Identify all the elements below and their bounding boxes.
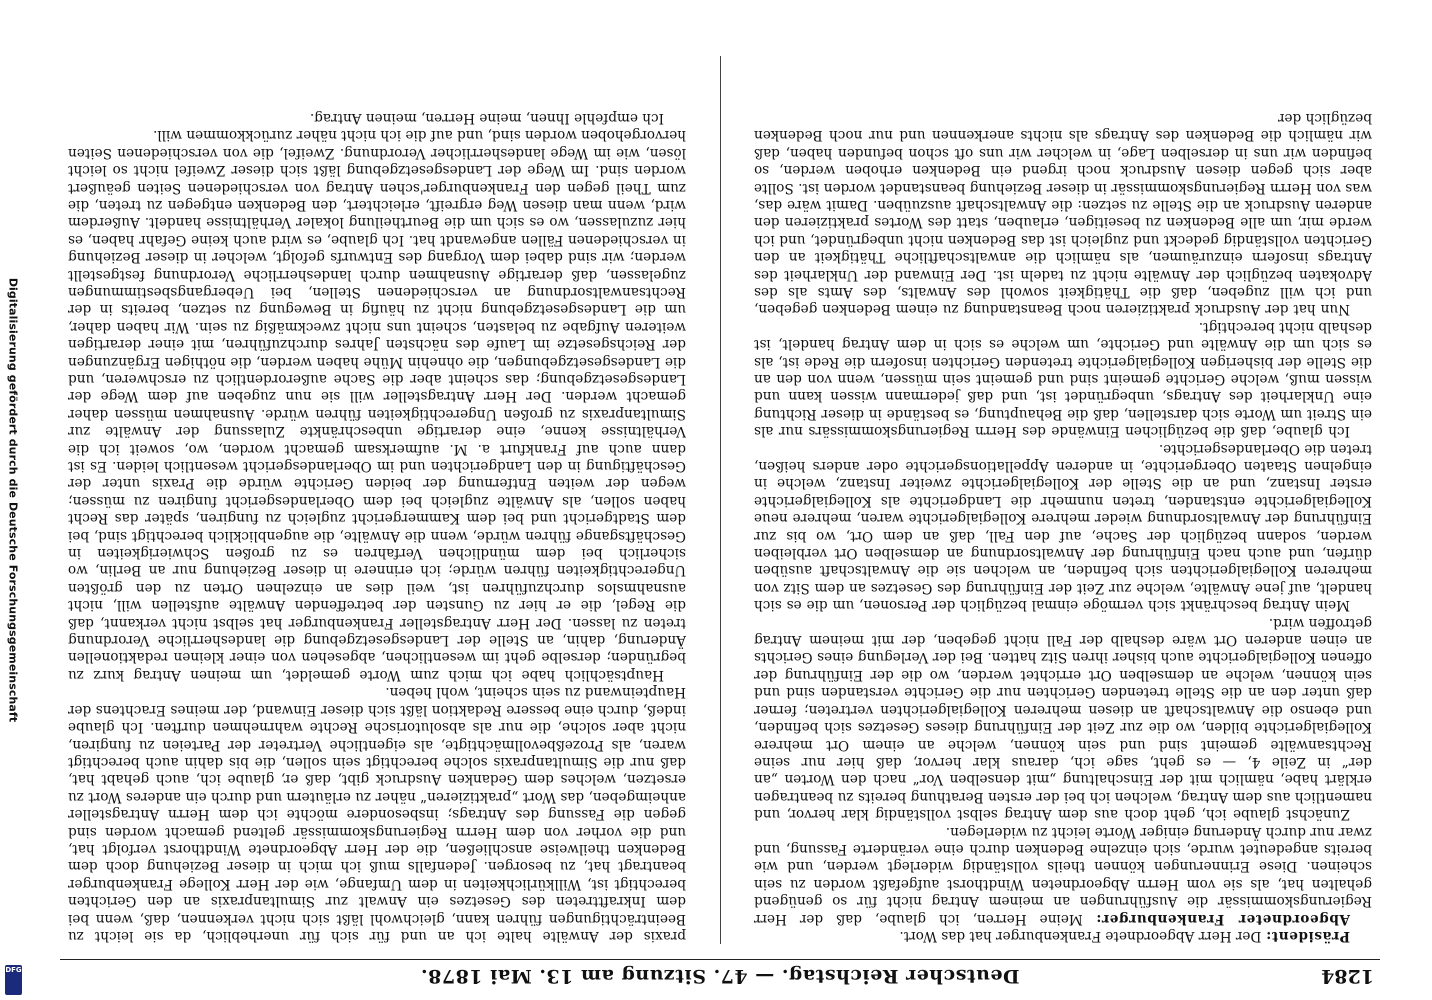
paragraph-text: Mein Antrag beschränkt sich vermöge einmal bezüglich der Personen, um die es sich handelt, auf jene Anwälte, welche zur Zeit der Einführung des Gesetzes an dem Sitz von mehreren Kollegialgerichten sich befinden, an welchen sie die Anwaltschaft ausüben dürfen, und auch nach Einführung der Anwaltsordnung an demselben Ort verbleiben werden, sodann bezüglich der Sache, auf den Fall, daß an dem Ort, wo bis zur Einführung der Anwaltsordnung wieder mehrere Kollegialgerichte waren, mehrere neue Kollegialgerichte entstanden, treten nunmehr die Landgerichte als Kollegialgerichte erster Instanz, und an die Stelle der Kollegialgerichte zweiter Instanz, welche in eingelnen Staaten Obergerichte, in anderen Appellationsgerichte oder anders heißen, treten die Oberlandesgerichte. (754, 440, 1372, 614)
page-header (60, 959, 1380, 990)
speaker-name: Abgeordneter Frankenburger: (1095, 910, 1350, 927)
paragraph (754, 317, 1372, 439)
page-title: Deutscher Reichstag. — 47. Sitzung am 13. Mai 1878. (420, 965, 1020, 987)
column-divider (720, 56, 721, 944)
paragraph-text: praxis der Anwälte halte ich an und für sich für unerheblich, da sie leicht zu Beeinträchtigungen führen kann, gleichwohl läßt sich nicht verkennen, daß, wenn bei dem Inkrafttreten des Gesetzes ein Anwalt zur Simultanpraxis an den Gerichten berechtigt ist, Willkürlichkeiten in dem Umfange, wie der Herr Kollege Frankenburger beantragt hat, zu besorgen. Jedenfalls muß ich mich in dieser Beziehung doch dem Bedenken theilweise anschließen, die der Herr Abgeordnete Windthorst verfolgt hat, und die vorher von dem Herrn Regierungskommissär geltend gemacht worden sind gegen die Fassung des Antrags; insbesondere möchte ich dem Herrn Antragsteller anheimgeben, das Wort „praktizieren“ näher zu erläutern und durch ein anderes Wort zu ersetzen, welches dem Gedanken Ausdruck gibt, daß er, glaube ich, auch gehabt hat, daß nur die Simultanpraxis solche berechtigt sein sollen, die bis dahin auch berechtigt waren, als Prozeßbevollmächtigte, als eigentliche Vertreter der Parteien zu fungiren, nicht aber solche, die nur als absolutorische Rechte wahrnehmen durften. Ich glaube indeß, durch eine bessere Redaktion läßt sich dieser Einwand, der meines Erachtens der Haupteinwand zu sein scheint, wohl heben. (68, 684, 686, 944)
dfg-strip (0, 0, 26, 1000)
left-column (754, 54, 1372, 944)
digitization-note: Digitalisierung gefördert durch die Deutsche Forschungsgemeinschaft (6, 277, 20, 723)
dfg-logo-text: DFG (5, 966, 22, 974)
paragraph (68, 126, 686, 683)
right-column (68, 54, 686, 944)
speaker-name: Präsident: (1265, 928, 1350, 944)
paragraph-text: Meine Herren, ich glaube, daß der Herr Regierungskommissär die Ausführungen an meinem Antrag nicht für so genügend gehalten hat, als sie vom Herrn Abgeordneten Windthorst aufgefaßt worden zu sein scheinen. Diese Erinnerungen können theils vollständig widerlegt werden, und wie bereits angedeutet wurde, sich einzelne Bedenken durch eine veränderte Fassung, und zwar nur durch Änderung einiger Worte leicht zu widerlegen. (754, 823, 1372, 927)
paragraph (68, 683, 686, 944)
paragraph-text: Ich glaube, daß die bezüglichen Einwände des Herrn Regierungskommissärs nur als ein Streit um Worte sich darstellen, daß die Behauptung, es bestände in dieser Richtung eine Unklarheit des Antrags, unbegründet ist, und daß jedermann wissen kann und wissen muß, welche Gerichte gemeint sind und gemeint sein müssen, wenn von den an die Stelle der bisherigen Kollegialgerichte tretenden Gerichten insofern die Rede ist, als es sich um die Anwälte und Gerichte, um welche es sich in dem Antrag handelt, ist deshalb nicht berechtigt. (754, 318, 1372, 440)
paragraph-text: Zunächst glaube ich, geht doch aus dem Antrag selbst vollständig klar hervor, und namentlich aus dem Antrag, welchen ich bei der ersten Berathung bereits zu beantragen erklärt habe, nämlich mit der Einschaltung „mit denselben Vor“ nach den Worten „an der“ in Zeile 4, — es geht, sage ich, daraus klar hervor, daß hier nur seine Rechtsanwälte gemeint sind und sein können, welche an einem Ort mehrere Kollegialgerichte bilden, wo die zur Zeit der Einführung dieses Gesetzes sich befinden, und ebenso die Anwaltschaft an diesen mehreren Kollegialgerichten vertreten; ferner daß unter den an die Stelle tretenden Gerichten nur die Gerichte verstanden sind und sein können, welche an demselben Ort errichtet werden, wo die der Einführung der offenen Kollegialgerichte auch bisher ihren Sitz hatten. Bei der Verlegung eines Gerichts an einen anderen Ort wäre deshalb der Fall nicht gegeben, der mit meinem Antrag getroffen wird. (754, 614, 1372, 823)
paragraph-text: Nun hat der Ausdruck praktizieren noch Beanstandung zu einem Bedenken gegeben, und ich will zugeben, daß die Thätigkeit sowohl des Anwalts, des Amts als des Advokaten bezüglich der Anwälte nicht zu tadeln ist. Der Einwand der Unklarheit des Antrags insofern einzuräumen, als nämlich die anwaltschaftliche Thätigkeit an den Gerichten vollständig gedeckt und zugleich ist das Bedenken nicht unbegründet, und ich werde mir, um alle Bedenken zu beseitigen, erlauben, statt des Wortes praktizieren den anderen Ausdruck an die Stelle zu setzen: die Anwaltschaft auszuüben. Damit wäre das, was von Herrn Regierungskommissär in dieser Beziehung beanstandet worden ist. Sollte aber sich gegen diesen Ausdruck noch irgend ein Bedenken erhoben werden, so befinden wir uns in derselben Lage, in welcher wir uns oft schon befunden haben, daß wir nämlich die Bedenken des Antrags als nichts anerkennen und nur noch Bedenken bezüglich der (754, 109, 1372, 318)
paragraph (754, 109, 1372, 318)
paragraph-text: Hauptsächlich habe ich mich zum Worte gemeldet, um meinen Antrag kurz zu begründen; derselbe geht im wesentlichen, abgesehen von einer kleinen redaktionellen Änderung, dahin, an Stelle der Landesgesetzgebung die landesherrliche Verordnung treten zu lassen. Der Herr Antragsteller Frankenburger hat selbst nicht verkannt, daß die Regel, die er hier zu Gunsten der betreffenden Anwälte aufstellen will, nicht ausnahmslos durchzuführen ist, weil dies an einzelnen Orten zu den größten Ungerechtigkeiten führen würde; ich erinnere in dieser Beziehung nur an Berlin, wo sicherlich bei dem mündlichen Verfahren es zu großen Schwierigkeiten in Geschäftsgange führen würde, wenn die Anwälte, die augenblicklich berechtigt sind, bei dem Stadtgericht und bei dem Kammergericht zugleich zu fungiren, später das Recht haben sollen, als Anwälte zugleich bei dem Oberlandesgericht fungiren zu müssen; wegen der weiten Entfernung der beiden Gerichte würde die Praxis unter der Geschäftigung in den Landgerichten und im Oberlandesgericht wesentlich leiden. Es ist dann auch auf Frankfurt a. M. aufmerksam gemacht worden, wo, soweit ich die Verhältnisse kenne, eine derartige unbeschränkte Zulassung der Anwälte zur Simultanpraxis zu großen Ungerechtigkeiten führen würde. Ausnahmen müssen daher gemacht werden. Der Herr Antragsteller will sie nun zugeben auf dem Wege der Landesgesetzgebung; das scheint aber die Sache außerordentlich zu erschweren, und die Landesgesetzgebungen, die ohnehin Mühe haben werden, die nöthigen Ergänzungen der Reichsgesetze im Laufe des nächsten Jahres durchzuführen, mit einer derartigen weiteren Aufgabe zu belasten, scheint uns nicht zweckmäßig zu sein. Wir haben daher, um die Landesgesetzgebung nicht zu häufig in Bewegung zu setzen, bereits in der Rechtsanwaltsordnung an verschiedenen Stellen, bei Uebergangsbestimmungen zugelassen, daß derartige Ausnahmen durch landesherrliche Verordnung festgestellt werden; wir sind dabei dem Vorgang des Entwurfs gefolgt, welcher in dieser Beziehung in verschiedenen Fällen angewandt hat. Ich glaube, es wird auch keine Gefahr haben, es hier zuzulassen, wo es sich um die Beurtheilung lokaler Verhältnisse handelt. Außerdem wird, wenn man diesen Weg ergreift, erleichtert, den Bedenken entgegen zu treten, die zum Theil gegen den Frankenburger'schen Antrag von verschiedenen Seiten geäußert worden sind. Im Wege der Landesgesetzgebung läßt sich dieser Zweifel nicht so leicht lösen, wie im Wege landesherrlicher Verordnung. Zweifel, die von verschiedenen Seiten hervorgehoben worden sind, und auf die ich nicht näher zurückkommen will. (68, 127, 686, 683)
paragraph (754, 927, 1372, 944)
paragraph (754, 439, 1372, 613)
scanned-page (60, 40, 1380, 990)
page-number: 1284 (1321, 965, 1374, 987)
paragraph-text: Ich empfehle Ihnen, meine Herren, meinen Antrag. (309, 109, 664, 126)
paragraph (754, 822, 1372, 926)
paragraph (754, 613, 1372, 822)
dfg-logo (5, 965, 22, 995)
paragraph (68, 109, 686, 126)
paragraph-text: Der Herr Abgeordnete Frankenburger hat das Wort. (899, 928, 1262, 944)
